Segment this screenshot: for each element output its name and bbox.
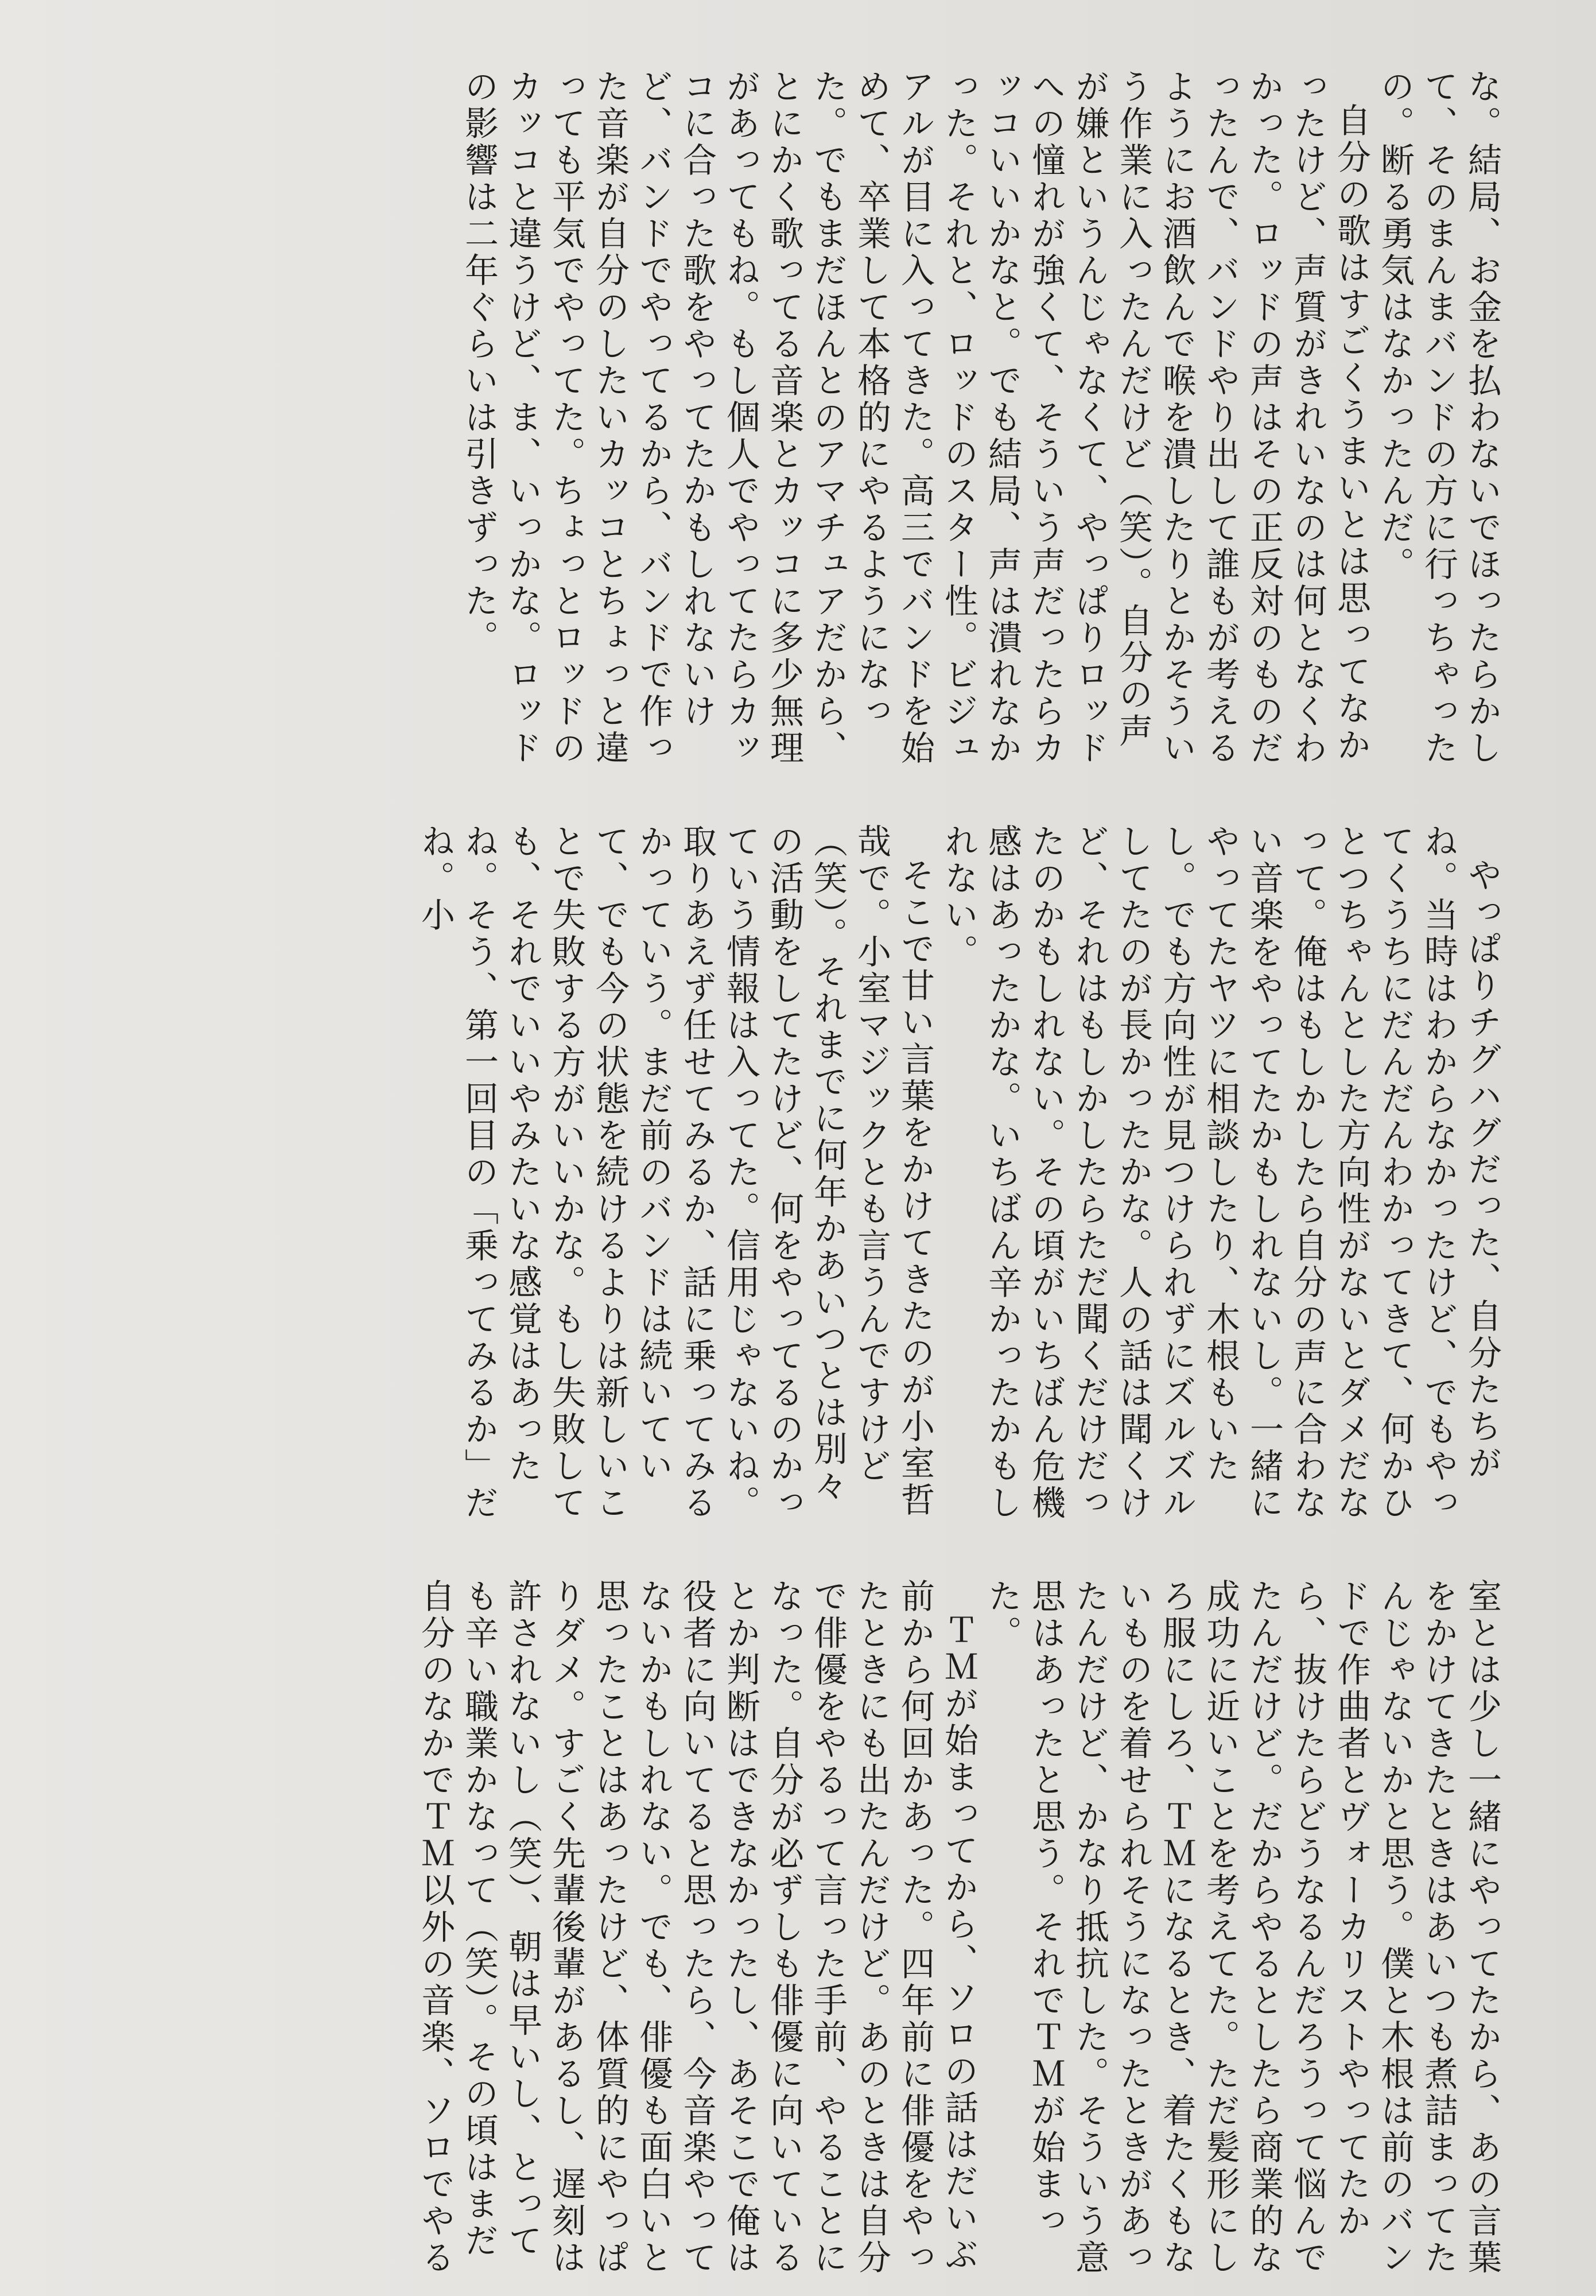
paragraph: そこで甘い言葉をかけてきたのが小室哲哉で。小室マジックとも言うんですけど（笑）。それまでに何年かあいつとは別々の活動をしてたけど、何をやってるのかっていう情報は入ってた。信用じゃないね。取りあえず任せてみるか、話に乗ってみるかっていう。まだ前のバンドは続いていて、でも今の状態を続けるよりは新しいことで失敗する方がいいかな。もし失敗しても、それでいいやみたいな感覚はあったね。そう、第一回目の「乗ってみるか」だね。小: [415, 824, 935, 1522]
paragraph: 室とは少し一緒にやってたから、あの言葉をかけてきたときはあいつも煮詰まってたんじゃないかと思う。僕と木根は前のバンドで作曲者とヴォーカリストやってたから、抜けたらどうなるんだろうって悩んでたんだけど。だからやるとしたら商業的な成功に近いことを考えてた。ただ髪形にしろ服にしろ、ＴＭになるとき、着たくもないものを着せられそうになったときがあったんだけど、かなり抵抗した。そういう意思はあったと思う。それでＴＭが始まった。: [983, 1578, 1502, 2276]
paragraph: ＴＭが始まってから、ソロの話はだいぶ前から何回かあった。四年前に俳優をやったときにも出たんだけど。あのときは自分で俳優をやるって言った手前、やることになった。自分が必ずしも俳優に向いているとか判断はできなかったし、あそこで俺は役者に向いてると思ったら、今音楽やってないかもしれない。でも、俳優も面白いと思ったことはあったけど、体質的にやっぱりダメ。すごく先輩後輩があるし、遅刻は許されないし（笑）、朝は早いし、とっても辛い職業かなって（笑）。その頃はまだ自分のなかでＴＭ以外の音楽、ソロでやる: [415, 1578, 978, 2276]
paragraph: な。結局、お金を払わないでほったらかして、そのまんまバンドの方に行っちゃったの。断る勇気はなかったんだ。: [1375, 69, 1502, 767]
text-block-bottom: [57, 1578, 1504, 2290]
paragraph: やっぱりチグハグだった、自分たちがね。当時はわからなかったけど、でもやってくうちにだんだんわかってきて、何かひとつちゃんとした方向性がないとダメだなって。俺はもしかしたら自分の声に合わない音楽をやってたかもしれないし。一緒にやってたヤツに相談したり、木根もいたし。でも方向性が見つけられずにズルズルしてたのが長かったかな。人の話は聞くけど、それはもしかしたらただ聞くだけだったのかもしれない。その頃がいちばん危機感はあったかな。いちばん辛かったかもしれない。: [939, 824, 1502, 1522]
text-block-top: [57, 69, 1504, 781]
text-block-middle: [57, 824, 1504, 1535]
paragraph: 自分の歌はすごくうまいとは思ってなかったけど、声質がきれいなのは何となくわかった。ロッドの声はその正反対のものだったんで、バンドやり出して誰もが考えるようにお酒飲んで喉を潰したりとかそういう作業に入ったんだけど（笑）。自分の声が嫌というんじゃなくて、やっぱりロッドへの憧れが強くて、そういう声だったらカッコいいかなと。でも結局、声は潰れなかった。それと、ロッドのスター性。ビジュアルが目に入ってきた。高三でバンドを始めて、卒業して本格的にやるようになった。でもまだほんとのアマチュアだから、とにかく歌ってる音楽とカッコに多少無理があってもね。もし個人でやってたらカッコに合った歌をやってたかもしれないけど、バンドでやってるから、バンドで作った音楽が自分のしたいカッコとちょっと違っても平気でやってた。ちょっとロッドのカッコと違うけど、ま、いっかな。ロッドの影響は二年ぐらいは引きずった。: [459, 69, 1371, 767]
